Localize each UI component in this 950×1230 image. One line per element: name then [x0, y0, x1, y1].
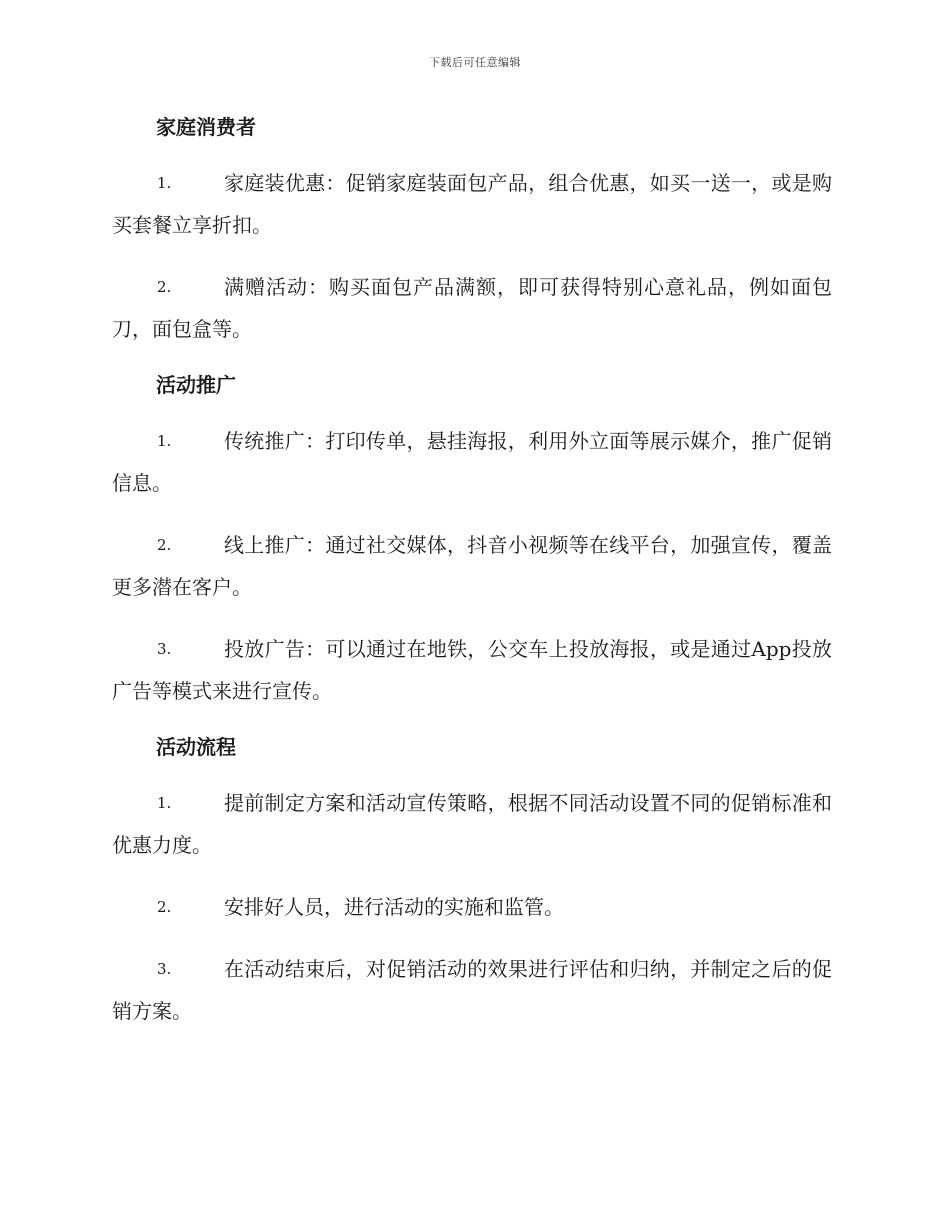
list-item-text: 家庭装优惠：促销家庭装面包产品，组合优惠，如买一送一，或是购买套餐立享折扣。 — [112, 171, 832, 237]
list-item-text: 在活动结束后，对促销活动的效果进行评估和归纳，并制定之后的促销方案。 — [112, 957, 832, 1023]
list-item-text: 投放广告：可以通过在地铁，公交车上投放海报，或是通过App投放广告等模式来进行宣传。 — [112, 637, 832, 703]
list-item-text: 满赠活动：购买面包产品满额，即可获得特别心意礼品，例如面包刀，面包盒等。 — [112, 275, 832, 341]
list-item-number: 1. — [157, 174, 172, 192]
list-item-number: 3. — [157, 640, 172, 658]
list-item — [112, 524, 832, 608]
list-item — [112, 420, 832, 504]
list-item-number: 2. — [157, 898, 172, 916]
list-item-number: 2. — [157, 536, 172, 554]
section-family-consumers — [112, 112, 832, 350]
list-item-number: 1. — [157, 432, 172, 450]
list-item — [112, 266, 832, 350]
list-item-number: 1. — [157, 794, 172, 812]
list-item-text: 传统推广：打印传单，悬挂海报，利用外立面等展示媒介，推广促销信息。 — [112, 429, 832, 495]
list-item — [112, 162, 832, 246]
list-item — [112, 782, 832, 866]
section-process — [112, 732, 832, 1032]
list-item-text: 线上推广：通过社交媒体，抖音小视频等在线平台，加强宣传，覆盖更多潜在客户。 — [112, 533, 832, 599]
list-item — [112, 886, 832, 928]
section-heading: 活动推广 — [156, 373, 236, 397]
list-item-text: 提前制定方案和活动宣传策略，根据不同活动设置不同的促销标准和优惠力度。 — [112, 791, 832, 857]
page-header: 下载后可任意编辑 — [429, 56, 521, 69]
list-item — [112, 628, 832, 712]
section-promotion — [112, 370, 832, 712]
document-body — [112, 112, 832, 1032]
section-heading: 家庭消费者 — [156, 115, 256, 139]
list-item — [112, 948, 832, 1032]
list-item-number: 2. — [157, 278, 172, 296]
list-item-number: 3. — [157, 960, 172, 978]
list-item-text: 安排好人员，进行活动的实施和监管。 — [224, 895, 564, 919]
section-heading: 活动流程 — [156, 735, 236, 759]
